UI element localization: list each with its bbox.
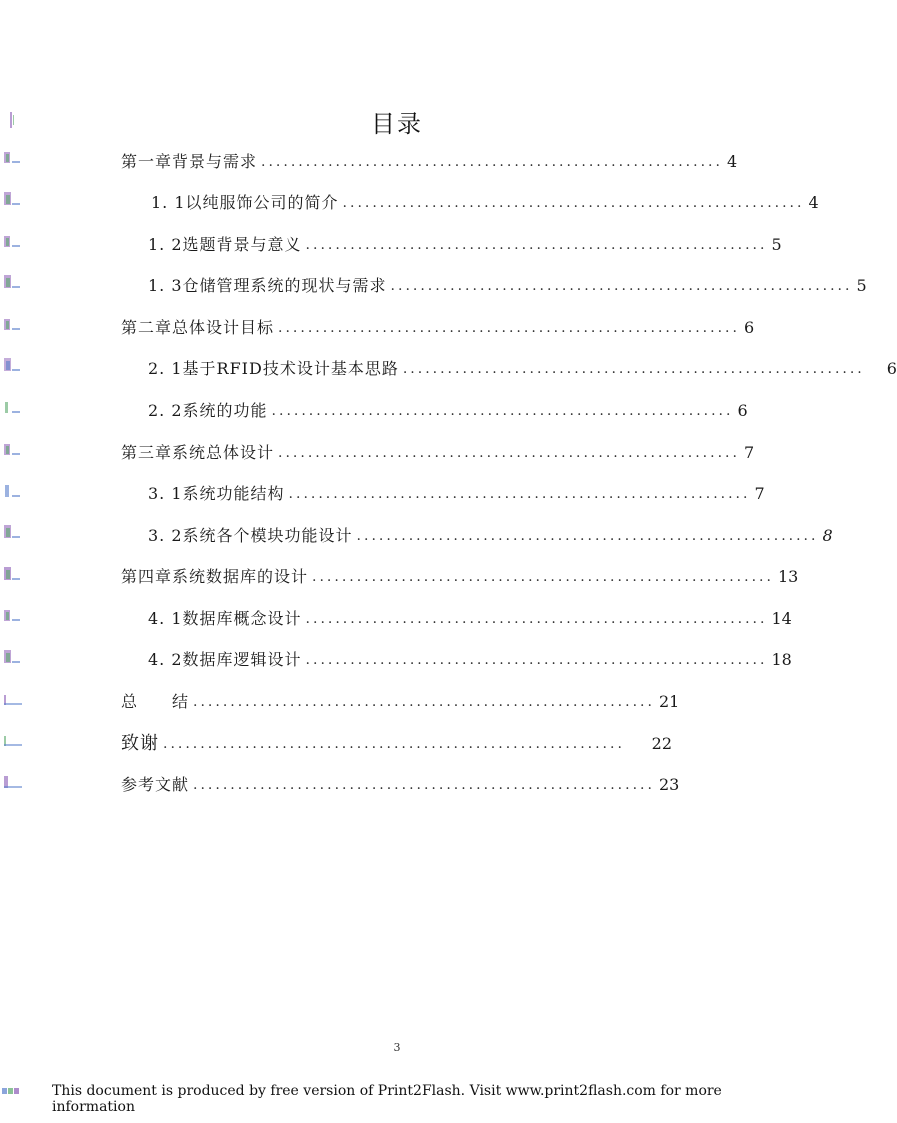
toc-leader-dots: .............................................................. <box>305 237 768 253</box>
toc-entry-label: 4. 1数据库概念设计 <box>148 609 302 628</box>
bookmark-glyph-icon <box>4 442 22 456</box>
toc-title: 目录 <box>371 110 423 138</box>
toc-entry-page: 4 <box>726 152 738 171</box>
toc-entry[interactable] <box>121 146 738 172</box>
footer-notice: This document is produced by free version of Print2Flash. Visit www.print2flash.com for more information <box>52 1083 722 1115</box>
print2flash-logo-icon <box>2 1086 24 1096</box>
bookmark-glyph-icon <box>4 400 22 414</box>
toc-entry-page: 21 <box>658 692 680 711</box>
toc-entry-label: 致谢 <box>121 733 159 754</box>
toc-entry-label: 第四章系统数据库的设计 <box>121 567 309 586</box>
toc-leader-dots: .............................................................. <box>278 445 740 461</box>
toc-leader-dots: .............................................................. <box>278 320 740 336</box>
toc-leader-dots: .............................................................. <box>402 361 865 377</box>
toc-entry-label: 1. 3仓储管理系统的现状与需求 <box>148 276 387 295</box>
toc-entry-page: 18 <box>771 650 792 669</box>
bookmark-glyph-icon <box>4 525 22 539</box>
toc-entry-label: 总 结 <box>121 692 190 711</box>
toc-entry-page: 5 <box>771 235 782 254</box>
toc-entry[interactable] <box>148 478 765 504</box>
toc-entry[interactable] <box>148 603 792 629</box>
toc-entry-label: 第三章系统总体设计 <box>121 443 275 462</box>
page-number: 3 <box>393 1041 401 1054</box>
bookmark-glyph-icon <box>4 275 22 289</box>
toc-entry-page: 23 <box>658 775 680 794</box>
toc-entry[interactable] <box>148 229 782 255</box>
toc-entry-page: 5 <box>856 276 867 295</box>
toc-entry[interactable] <box>151 187 819 213</box>
toc-entry-page: 13 <box>777 567 799 586</box>
toc-entry-page: 6 <box>886 359 897 378</box>
toc-entry[interactable] <box>148 395 748 421</box>
bookmark-glyph-icon <box>4 733 22 747</box>
bookmark-glyph-icon <box>4 650 22 664</box>
toc-entry-label: 参考文献 <box>121 775 190 794</box>
bookmark-glyph-icon <box>4 775 22 789</box>
toc-leader-dots: .............................................................. <box>305 611 768 627</box>
toc-entry[interactable] <box>121 686 680 712</box>
toc-entry-label: 第二章总体设计目标 <box>121 318 275 337</box>
bookmark-glyph-icon <box>8 112 16 128</box>
bookmark-glyph-icon <box>4 234 22 248</box>
bookmark-glyph-icon <box>4 484 22 498</box>
toc-entry[interactable] <box>121 728 672 754</box>
toc-leader-dots: .............................................................. <box>288 486 751 502</box>
toc-leader-dots: .............................................................. <box>163 736 625 752</box>
bookmark-glyph-icon <box>4 567 22 581</box>
toc-entry[interactable] <box>148 644 792 670</box>
toc-entry[interactable] <box>121 437 755 463</box>
bookmark-glyph-icon <box>4 150 22 164</box>
toc-leader-dots: .............................................................. <box>261 154 723 170</box>
toc-entry[interactable] <box>121 312 755 338</box>
toc-leader-dots: .............................................................. <box>305 652 768 668</box>
toc-entry-page: 14 <box>771 609 792 628</box>
toc-entry-page: 8 <box>822 526 833 545</box>
toc-entry[interactable] <box>148 270 867 296</box>
toc-entry[interactable] <box>148 520 833 546</box>
toc-entry-label: 1. 2选题背景与意义 <box>148 235 302 254</box>
toc-leader-dots: .............................................................. <box>193 694 655 710</box>
toc-leader-dots: .............................................................. <box>356 528 819 544</box>
toc-leader-dots: .............................................................. <box>390 278 853 294</box>
toc-entry-label: 4. 2数据库逻辑设计 <box>148 650 302 669</box>
toc-entry-page: 6 <box>737 401 748 420</box>
toc-entry-page: 7 <box>754 484 765 503</box>
toc-leader-dots: .............................................................. <box>271 403 734 419</box>
toc-entry-page: 22 <box>651 734 672 753</box>
toc-entry[interactable] <box>121 769 680 795</box>
toc-entry-page: 6 <box>743 318 755 337</box>
toc-entry[interactable] <box>148 353 897 379</box>
toc-entry-label: 第一章背景与需求 <box>121 152 258 171</box>
toc-entry-label: 3. 2系统各个模块功能设计 <box>148 526 353 545</box>
toc-entry-page: 7 <box>743 443 755 462</box>
toc-leader-dots: .............................................................. <box>312 569 774 585</box>
toc-entry-label: 2. 2系统的功能 <box>148 401 268 420</box>
toc-entry[interactable] <box>121 561 799 587</box>
toc-entry-label: 3. 1系统功能结构 <box>148 484 285 503</box>
toc-leader-dots: .............................................................. <box>342 195 805 211</box>
toc-leader-dots: .............................................................. <box>193 777 655 793</box>
bookmark-glyph-icon <box>4 192 22 206</box>
toc-entry-page: 4 <box>808 193 819 212</box>
toc-entry-label: 2. 1基于RFID技术设计基本思路 <box>148 359 399 378</box>
bookmark-glyph-icon <box>4 608 22 622</box>
bookmark-glyph-icon <box>4 358 22 372</box>
bookmark-glyph-icon <box>4 692 22 706</box>
bookmark-glyph-icon <box>4 317 22 331</box>
toc-entry-label: 1. 1以纯服饰公司的简介 <box>151 193 339 212</box>
